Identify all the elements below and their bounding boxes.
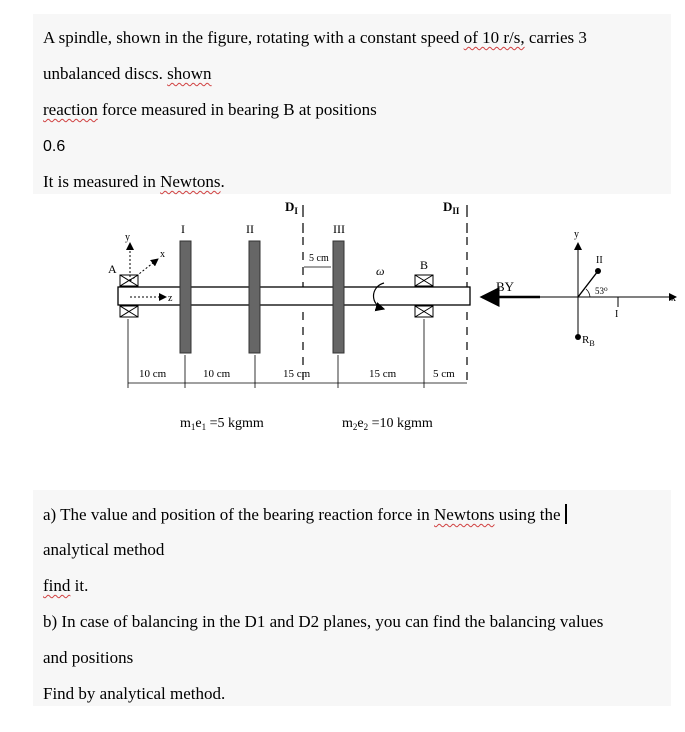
pos-ii-label: II <box>596 255 603 266</box>
problem-line-1 <box>43 28 587 48</box>
questions <box>33 490 671 706</box>
problem-text: force measured in bearing B at positions <box>97 100 377 119</box>
disc-3 <box>333 241 344 353</box>
plane-d2-label: $D_{II}$ <box>443 199 460 216</box>
question-b-line-1: b) In case of balancing in the D1 and D2 planes, you can find the balancing values <box>43 612 604 631</box>
x-axis-arrow <box>130 259 158 281</box>
spindle-figure <box>0 195 685 485</box>
pos-y-label: y <box>574 229 579 240</box>
spell-flagged-text[interactable]: Newtons <box>434 505 495 524</box>
spell-flagged-text[interactable]: reaction <box>43 100 98 119</box>
pos-i-label: I <box>615 309 619 320</box>
question-a-line-2: analytical method <box>43 540 165 559</box>
mass-1-label: $m_1e_1 =5$ kgmm <box>180 416 264 432</box>
question-text: using the <box>494 505 561 524</box>
mass-2-label: $m_2e_2 =10$ kgmm <box>342 416 433 432</box>
rb-point <box>575 334 581 340</box>
spell-flagged-text[interactable]: shown <box>167 64 212 83</box>
pos-x-label: x <box>671 293 676 304</box>
dimension-label: 5 cm <box>433 368 455 380</box>
pos-angle-label: 53⁰ <box>595 286 608 296</box>
plane-d1-label: $D_I$ <box>285 199 298 216</box>
question-b-line-2: and positions <box>43 648 134 667</box>
text-cursor <box>565 504 567 524</box>
dimension-label: 15 cm <box>283 368 311 380</box>
spell-flagged-text[interactable]: find <box>43 576 71 595</box>
problem-text: unbalanced discs. <box>43 64 168 83</box>
disc-3-label: III <box>333 222 345 236</box>
problem-line-4: 0.6 <box>43 138 66 155</box>
offset-label: 5 cm <box>309 253 329 264</box>
problem-statement <box>33 14 671 194</box>
problem-line-5 <box>43 172 225 192</box>
question-text: it. <box>70 576 89 595</box>
angle-arc <box>586 289 590 297</box>
omega-label: ω <box>376 264 385 278</box>
disc-2 <box>249 241 260 353</box>
question-b-line-3: Find by analytical method. <box>43 684 226 703</box>
question-text: a) The value and position of the bearing reaction force in <box>43 505 435 524</box>
question-a-line-3 <box>43 576 88 596</box>
problem-text: A spindle, shown in the figure, rotating with a constant speed <box>43 28 464 47</box>
spell-flagged-text[interactable]: Newtons <box>160 172 221 191</box>
axis-y-label: y <box>125 232 130 243</box>
bearing-b-label: B <box>420 258 429 272</box>
problem-text: It is measured in <box>43 172 161 191</box>
problem-line-2 <box>43 64 212 84</box>
reaction-by-label: BY <box>496 279 515 294</box>
disc-2-label: II <box>246 222 254 236</box>
question-a-line-1 <box>43 504 567 525</box>
spell-flagged-text[interactable]: of 10 r/s, <box>463 28 525 47</box>
axis-x-label: x <box>160 249 165 260</box>
pos-ii-point <box>595 268 601 274</box>
dimension-label: 15 cm <box>369 368 397 380</box>
axis-z-label: z <box>168 293 173 304</box>
problem-text: . <box>220 172 225 191</box>
pos-rb-label: $R_B$ <box>582 334 595 348</box>
position-diagram <box>532 229 676 348</box>
problem-text: carries 3 <box>524 28 587 47</box>
dimension-label: 10 cm <box>139 368 167 380</box>
dimension-label: 10 cm <box>203 368 231 380</box>
disc-1 <box>180 241 191 353</box>
disc-1-label: I <box>181 222 185 236</box>
bearing-a-label: A <box>108 262 117 276</box>
problem-line-3 <box>43 100 377 120</box>
